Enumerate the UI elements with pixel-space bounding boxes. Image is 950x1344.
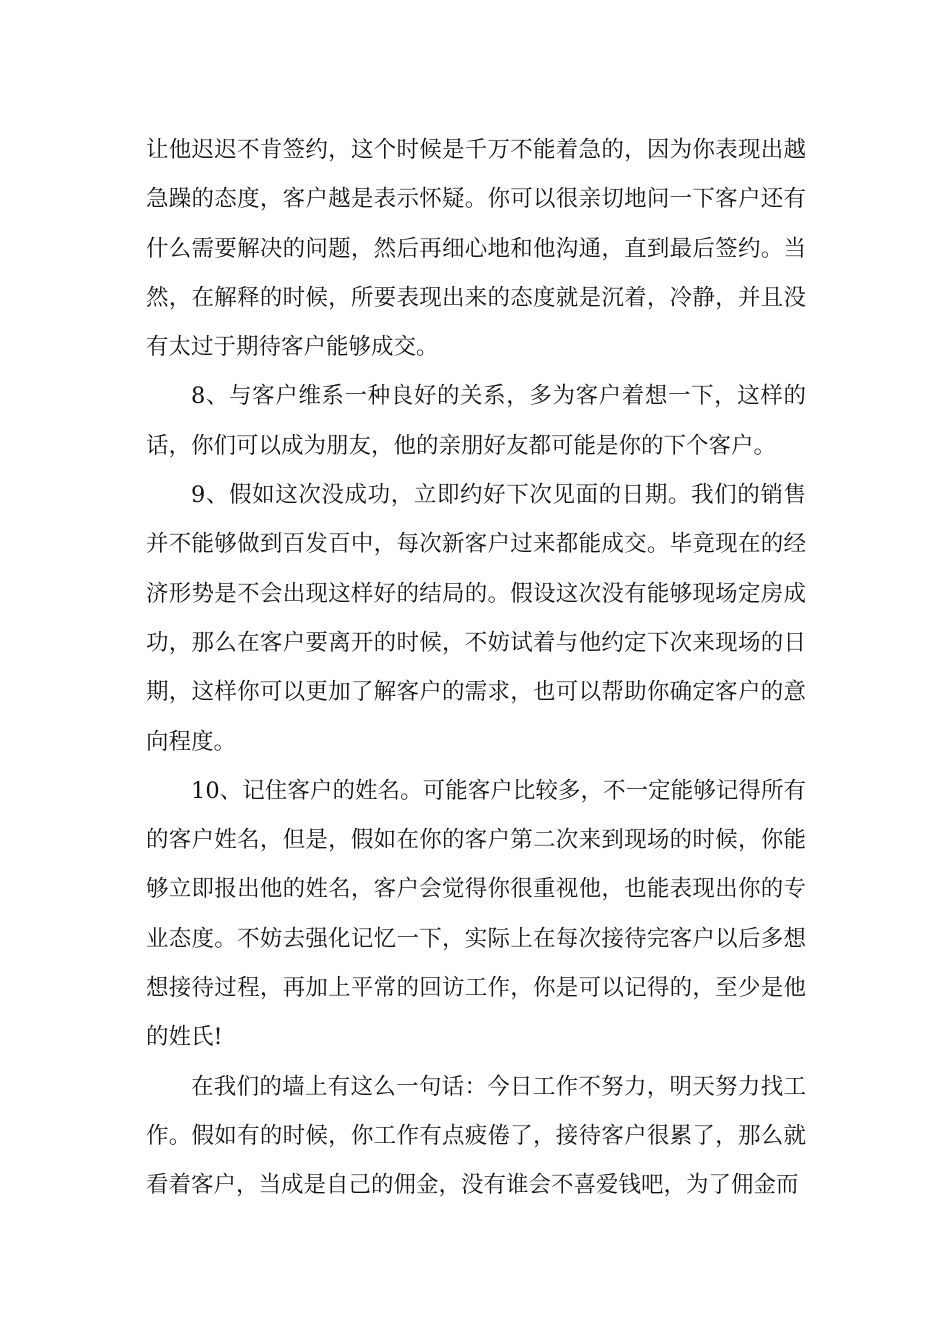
paragraph-2: 8、与客户维系一种良好的关系，多为客户着想一下，这样的话，你们可以成为朋友，他的亲朋好友都可能是你的下个客户。 (146, 383, 806, 459)
paragraph-4: 10、记住客户的姓名。可能客户比较多，不一定能够记得所有的客户姓名，但是，假如在你的客户第二次来到现场的时候，你能够立即报出他的姓名，客户会觉得你很重视他，也能表现出你的专业态度。不妨去强化记忆一下，实际上在每次接待完客户以后多想想接待过程，再加上平常的回访工作，你是可以记得的，至少是他的姓氏! (146, 777, 806, 1051)
document-body (146, 126, 806, 1211)
paragraph-5: 在我们的墙上有这么一句话：今日工作不努力，明天努力找工作。假如有的时候，你工作有点疲倦了，接待客户很累了，那么就看着客户，当成是自己的佣金，没有谁会不喜爱钱吧，为了佣金而 (146, 1073, 806, 1199)
paragraph-1: 让他迟迟不肯签约，这个时候是千万不能着急的，因为你表现出越急躁的态度，客户越是表示怀疑。你可以很亲切地问一下客户还有什么需要解决的问题，然后再细心地和他沟通，直到最后签约。当然，在解释的时候，所要表现出来的态度就是沉着，冷静，并且没有太过于期待客户能够成交。 (146, 137, 806, 361)
paragraph-3: 9、假如这次没成功，立即约好下次见面的日期。我们的销售并不能够做到百发百中，每次新客户过来都能成交。毕竟现在的经济形势是不会出现这样好的结局的。假设这次没有能够现场定房成功，那么在客户要离开的时候，不妨试着与他约定下次来现场的日期，这样你可以更加了解客户的需求，也可以帮助你确定客户的意向程度。 (146, 482, 806, 755)
